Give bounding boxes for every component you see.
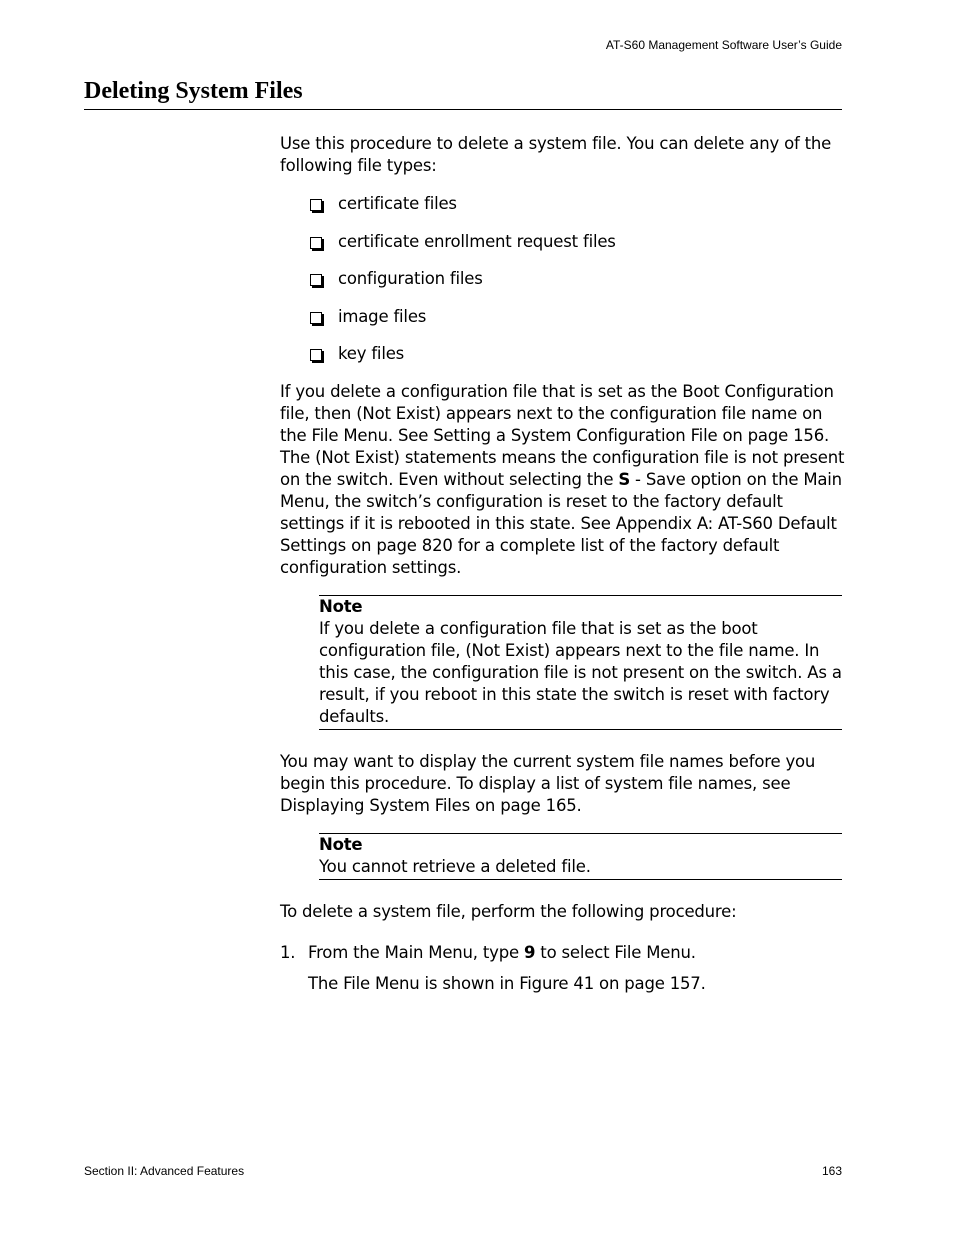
intro-paragraph: Use this procedure to delete a system file. You can delete any of the following file types: (280, 134, 832, 175)
note-text: You cannot retrieve a deleted file. (319, 856, 591, 876)
step-text: From the Main Menu, type 9 to select File Menu. (308, 942, 696, 962)
step-number: 1. (280, 942, 296, 962)
checkbox-bullet-icon (310, 237, 322, 249)
checkbox-bullet-icon (310, 312, 322, 324)
running-header: AT-S60 Management Software User’s Guide (605, 38, 842, 52)
list-item: key files (308, 343, 850, 381)
checkbox-bullet-icon (310, 349, 322, 361)
display-files-paragraph: You may want to display the current system file names before you begin this procedure. To display a list of system file names, see Displaying System Files on page 165. (280, 751, 816, 815)
note-label: Note (319, 834, 363, 854)
checkbox-bullet-icon (310, 274, 322, 286)
footer-section: Section II: Advanced Features (84, 1164, 245, 1178)
boot-config-paragraph: If you delete a configuration file that is set as the Boot Configuration file, then (Not Exist) appears next to the configuration file name on the File Menu. See Setting a System Configuration File on page 156. The (Not Exist) statements means the configuration file is not present on the switch. Even without selecting the S - Save option on the Main Menu, the switch’s configuration is reset to the factory default settings if it is rebooted in this state. See Appendix A: AT-S60 Default Settings on page 820 for a complete list of the factory default configuration settings. (280, 381, 845, 577)
procedure-intro: To delete a system file, perform the following procedure: (280, 901, 737, 921)
note-label: Note (319, 596, 363, 616)
checkbox-bullet-icon (310, 199, 322, 211)
note-text: If you delete a configuration file that is set as the boot configuration file, (Not Exist) appears next to the file name. In this case, the configuration file is not present on the switch. As a result, if you reboot in this state the switch is reset with factory defaults. (319, 618, 842, 726)
list-item: certificate enrollment request files (308, 231, 850, 269)
body-content (280, 133, 850, 995)
step-1-result: The File Menu is shown in Figure 41 on page 157. (308, 973, 706, 993)
step-1 (280, 942, 850, 964)
list-item: certificate files (308, 193, 850, 231)
page-number: 163 (821, 1164, 842, 1178)
note-box (319, 833, 842, 880)
note-box (319, 595, 842, 730)
page-title: Deleting System Files (84, 78, 303, 104)
file-type-list (308, 193, 850, 381)
list-item: configuration files (308, 268, 850, 306)
list-item: image files (308, 306, 850, 344)
section-heading-block (84, 76, 842, 110)
